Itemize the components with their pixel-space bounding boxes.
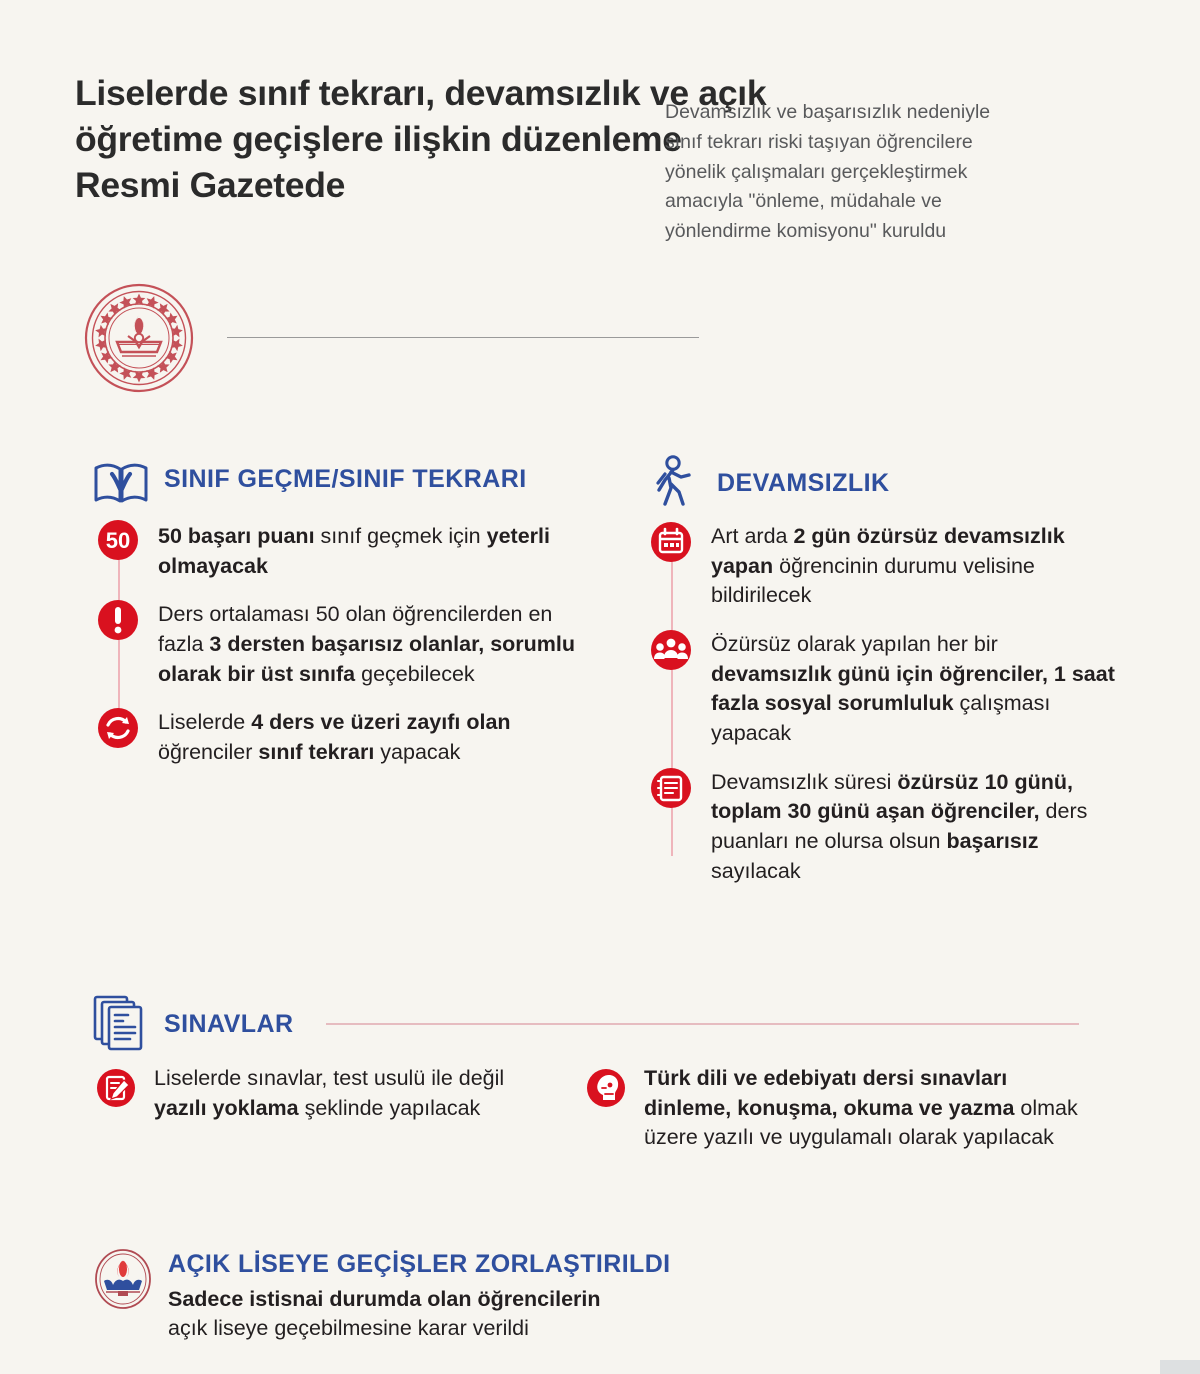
text-part: yazılı yoklama xyxy=(154,1095,299,1120)
walking-person-icon xyxy=(645,452,703,514)
open-book-check-icon xyxy=(92,452,150,514)
section-title: DEVAMSIZLIK xyxy=(717,469,890,497)
section-title: SINAVLAR xyxy=(164,1009,294,1038)
text-part: başarısız xyxy=(946,828,1039,853)
meb-ministry-seal-icon xyxy=(75,282,203,394)
list-item-text xyxy=(644,1062,1082,1153)
text-part: yapacak xyxy=(374,739,461,764)
text-part: Türk dili ve edebiyatı dersi sınavları dinleme, konuşma, okuma ve yazma xyxy=(644,1066,1015,1120)
text-part: sınıf tekrarı xyxy=(258,739,375,764)
text-part: devamsızlık günü için öğrenciler, 1 saat fazla sosyal sorumluluk xyxy=(711,661,1115,716)
acik-ogretim-lisesi-logo-icon xyxy=(92,1248,154,1310)
text-part: öğrencinin durumu velisine bildirilecek xyxy=(711,553,1035,608)
text-part: Sadece istisnai durumda olan öğrencilerin xyxy=(168,1287,601,1311)
list-item xyxy=(645,520,1115,611)
section-sinif-gecme xyxy=(92,452,592,785)
exams-body xyxy=(92,1062,1117,1153)
text-part: sınıf geçmek için xyxy=(314,524,487,548)
list-item-text xyxy=(711,520,1115,611)
text-part: Özürsüz olarak yapılan her bir xyxy=(711,631,998,656)
list-item-text xyxy=(158,706,592,767)
timeline-devamsizlik xyxy=(645,520,1115,886)
list-item xyxy=(582,1062,1082,1153)
list-item xyxy=(92,1062,522,1153)
section-title: SINIF GEÇME/SINIF TEKRARI xyxy=(164,465,527,493)
header-divider xyxy=(227,337,699,338)
section-header xyxy=(92,992,1117,1056)
speaking-head-circle-icon xyxy=(582,1064,630,1112)
people-group-circle-icon xyxy=(645,624,697,676)
text-part: olmak üzere yazılı ve uygulamalı olarak yapılacak xyxy=(644,1095,1078,1150)
list-item xyxy=(645,628,1115,749)
number-50-badge-icon xyxy=(92,516,144,568)
page-title: Liselerde sınıf tekrarı, devamsızlık ve açık öğretime geçişlere ilişkin düzenleme Resmi Gazetede xyxy=(75,73,767,206)
section-acik-lise xyxy=(92,1246,1092,1343)
section-header xyxy=(92,452,592,514)
text-part: öğrenciler xyxy=(158,739,259,764)
refresh-cycle-circle-icon xyxy=(92,702,144,754)
exclamation-circle-icon xyxy=(92,594,144,646)
text-part: açık liseye geçebilmesine karar verildi xyxy=(168,1315,529,1340)
text-part: 3 dersten başarısız olanlar, sorumlu olarak bir üst sınıfa xyxy=(158,631,576,686)
section-header xyxy=(645,452,1115,514)
text-part: çalışması yapacak xyxy=(711,691,1051,745)
corner-marker xyxy=(1160,1360,1200,1374)
list-item-text xyxy=(154,1062,522,1123)
text-part: ders puanları ne olursa olsun xyxy=(711,799,1088,853)
text-part: 4 ders ve üzeri zayıfı olan xyxy=(251,710,511,735)
text-part: yeterli olmayacak xyxy=(158,524,550,578)
text-part: Liselerde sınavlar, test usulü ile değil xyxy=(154,1066,505,1090)
text-part: 2 gün özürsüz devamsızlık yapan xyxy=(711,524,1065,578)
list-item-text xyxy=(711,628,1115,749)
list-item-text xyxy=(711,766,1115,887)
list-item xyxy=(92,598,592,689)
list-item xyxy=(92,520,592,581)
text-part: Liselerde xyxy=(158,710,252,735)
text-part: sayılacak xyxy=(711,858,801,883)
lede-paragraph: Devamsızlık ve başarısızlık nedeniyle sınıf tekrarı riski taşıyan öğrencilere yönelik çalışmaları gerçekleştirmek amacıyla "önleme, müdahale ve yönlendirme komisyonu" kuruldu xyxy=(665,101,991,243)
list-item xyxy=(92,706,592,767)
list-item xyxy=(645,766,1115,887)
section-title: AÇIK LİSEYE GEÇİŞLER ZORLAŞTIRILDI xyxy=(168,1250,671,1278)
bottom-text xyxy=(168,1285,671,1343)
text-part: özürsüz 10 günü, toplam 30 günü aşan öğrenciler, xyxy=(711,769,1073,824)
section-sinavlar xyxy=(92,992,1117,1153)
timeline-sinif-gecme xyxy=(92,520,592,768)
list-item-text xyxy=(158,598,592,689)
calendar-circle-icon xyxy=(645,516,697,568)
text-part: şeklinde yapılacak xyxy=(298,1095,481,1120)
pencil-paper-circle-icon xyxy=(92,1064,140,1112)
section-divider xyxy=(326,1023,1079,1025)
seal-row xyxy=(75,282,775,392)
bottom-text-block xyxy=(168,1246,671,1343)
text-part: Ders ortalaması 50 olan öğrencilerden en fazla xyxy=(158,602,553,656)
section-devamsizlik xyxy=(645,452,1115,903)
text-part: 50 başarı puanı xyxy=(158,524,315,548)
stacked-documents-icon xyxy=(92,992,150,1056)
text-part: geçebilecek xyxy=(355,661,475,686)
list-item-text xyxy=(158,520,592,581)
badge-number: 50 xyxy=(105,528,131,553)
attendance-register-circle-icon xyxy=(645,762,697,814)
text-part: Art arda xyxy=(711,524,794,548)
text-part: Devamsızlık süresi xyxy=(711,769,898,794)
